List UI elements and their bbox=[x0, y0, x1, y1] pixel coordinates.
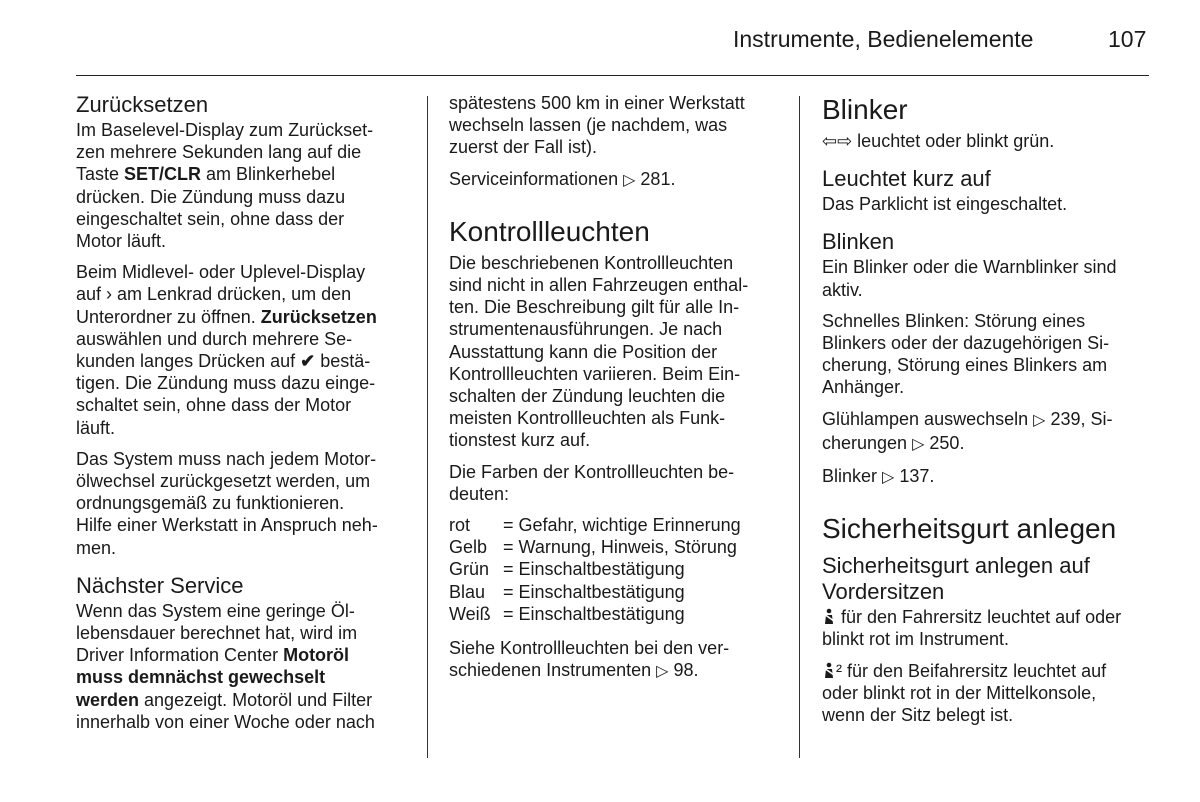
page-reference-icon: ▷ bbox=[912, 435, 925, 453]
table-row: Weiß = Einschaltbestätigung bbox=[449, 603, 685, 624]
heading-blinker: Blinker bbox=[822, 94, 908, 125]
paragraph-reset-midlevel: Beim Midlevel- oder Uplevel-Display auf › am Lenkrad drücken, um den Unterordner zu öffnen. Zurücksetzen auswählen und durch mehrere Se- kunden langes Drücken auf ✔ bestä- tigen. Die Zündung muss dazu einge- schaltet sein, ohne dass der Motor läuft. bbox=[76, 262, 377, 438]
page-reference-icon: ▷ bbox=[1033, 411, 1046, 429]
table-row: Blau = Einschaltbestätigung bbox=[449, 581, 685, 602]
column-middle bbox=[449, 92, 784, 692]
paragraph-gluehlampen-ref: Glühlampen auswechseln ▷ 239, Si- cherungen ▷ 250. bbox=[822, 408, 1113, 453]
column-left bbox=[76, 92, 411, 742]
paragraph-serviceinfo-ref: Serviceinformationen ▷ 281. bbox=[449, 168, 676, 189]
paragraph-service-cont: spätestens 500 km in einer Werkstatt wechseln lassen (je nachdem, was zuerst der Fall ist). bbox=[449, 93, 745, 158]
table-row: Grün = Einschaltbestätigung bbox=[449, 559, 685, 580]
paragraph-reset-system: Das System muss nach jedem Motor- ölwechsel zurückgesetzt werden, um ordnungsgemäß zu funktionieren. Hilfe einer Werkstatt in Anspruch neh- men. bbox=[76, 448, 378, 558]
table-row: Gelb = Warnung, Hinweis, Störung bbox=[449, 537, 737, 558]
paragraph-blinker-ref: Blinker ▷ 137. bbox=[822, 466, 935, 487]
table-row: rot = Gefahr, wichtige Erinnerung bbox=[449, 515, 741, 536]
header-rule bbox=[76, 75, 1149, 76]
heading-sicherheitsgurt-vordersitze: Sicherheitsgurt anlegen auf Vordersitzen bbox=[822, 553, 1090, 605]
paragraph-blinker: ⇦⇨ leuchtet oder blinkt grün. bbox=[822, 131, 1055, 151]
turn-signal-icon: ⇦⇨ bbox=[822, 131, 853, 151]
page-reference-icon: ▷ bbox=[623, 171, 636, 189]
key-set-clr: SET/CLR bbox=[124, 164, 202, 185]
column-divider-1 bbox=[427, 96, 428, 758]
column-divider-2 bbox=[799, 96, 800, 758]
heading-zuruecksetzen: Zurücksetzen bbox=[76, 92, 209, 117]
column-right bbox=[822, 92, 1152, 735]
paragraph-reset-baselevel: Im Baselevel-Display zum Zurückset- zen mehrere Sekunden lang auf die Taste SET/CLR am Blinkerhebel drücken. Die Zündung muss dazu eingeschaltet sein, ohne dass der Motor läuft. bbox=[76, 120, 374, 252]
color-meaning-table bbox=[449, 514, 741, 625]
paragraph-parklicht: Das Parklicht ist eingeschaltet. bbox=[822, 194, 1068, 215]
paragraph-kontroll-ref: Siehe Kontrollleuchten bei den ver- schiedenen Instrumenten ▷ 98. bbox=[449, 638, 730, 681]
heading-kontrollleuchten: Kontrollleuchten bbox=[449, 215, 650, 247]
page-header-title: Instrumente, Bedienelemente bbox=[733, 26, 1034, 52]
paragraph-kontroll-intro: Die beschriebenen Kontrollleuchten sind nicht in allen Fahrzeugen enthal- ten. Die Beschreibung gilt für alle In- strumentenausführungen. Je nach Ausstattung kann die Position der Kontrollleuchten variieren. Beim Ein- schalten der Zündung leuchten die meisten Kontrollleuchten als Funk- tionstest kurz auf. bbox=[449, 252, 749, 451]
page-number: 107 bbox=[1108, 26, 1147, 52]
page-reference-icon: ▷ bbox=[882, 469, 895, 487]
heading-sicherheitsgurt: Sicherheitsgurt anlegen bbox=[822, 513, 1117, 545]
paragraph-gurt-fahrer: für den Fahrersitz leuchtet auf oder blinkt rot im Instrument. bbox=[822, 607, 1122, 650]
passenger-seatbelt-icon bbox=[822, 661, 836, 681]
heading-leuchtet-kurz-auf: Leuchtet kurz auf bbox=[822, 166, 991, 192]
checkmark-icon: ✔ bbox=[300, 351, 316, 372]
paragraph-schnelles-blinken: Schnelles Blinken: Störung eines Blinkers oder der dazugehörigen Si- cherung, Störung eines Blinkers am Anhänger. bbox=[822, 310, 1110, 398]
paragraph-blinken: Ein Blinker oder die Warnblinker sind aktiv. bbox=[822, 257, 1117, 300]
paragraph-service: Wenn das System eine geringe Öl- lebensdauer berechnet hat, wird im Driver Information Center Motoröl muss demnächst gewechselt werden angezeigt. Motoröl und Filter innerhalb von einer Woche oder nach bbox=[76, 600, 375, 732]
paragraph-colors-intro: Die Farben der Kontrollleuchten be- deuten: bbox=[449, 461, 735, 504]
heading-blinken: Blinken bbox=[822, 229, 895, 255]
paragraph-gurt-beifahrer: ² für den Beifahrersitz leuchtet auf oder blinkt rot in der Mittelkonsole, wenn der Sitz belegt ist. bbox=[822, 660, 1107, 726]
seatbelt-icon bbox=[822, 607, 836, 627]
chevron-right-icon: › bbox=[106, 284, 113, 305]
heading-naechster-service: Nächster Service bbox=[76, 572, 244, 598]
page-reference-icon: ▷ bbox=[656, 663, 669, 681]
